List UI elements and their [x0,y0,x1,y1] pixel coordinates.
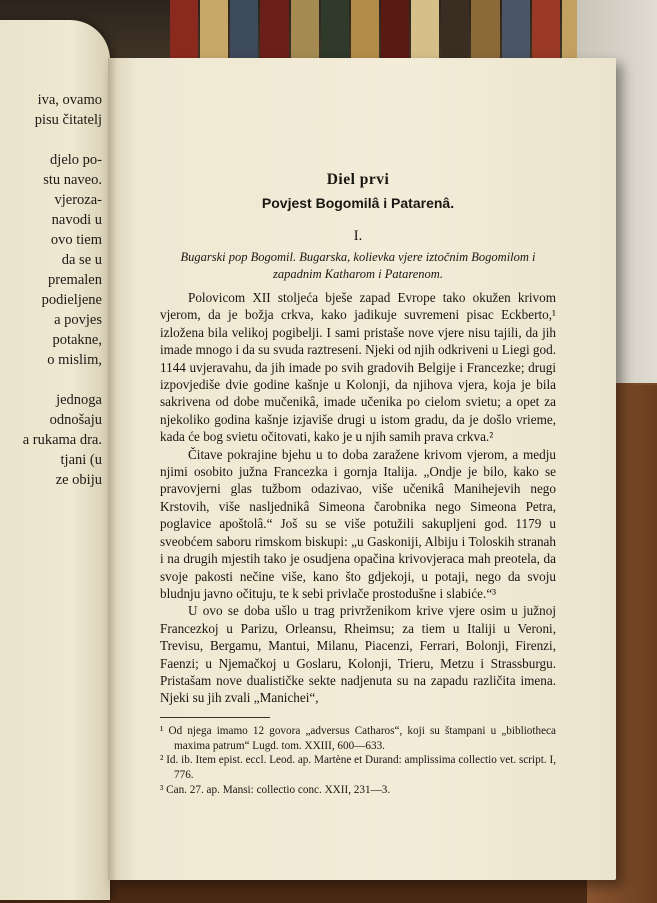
left-page-line: odnošaju [49,412,102,428]
left-page-line: a povjes [54,312,102,328]
left-page-line: vjeroza- [54,192,102,208]
left-page-line: pisu čitatelj [34,112,102,128]
paragraph-3: U ovo se doba ušlo u trag privrženikom krive vjere osim u južnoj Francezkoj u Parizu, Orleansu, Rheimsu; za tiem u Italiji u Veroni, Trevisu, Bergamu, Mantui, Milanu, Piacenzi, Ferrari, Bolonji, Firenzi, Faenzi; u Njemačkoj u Goslaru, Kolonji, Trieru, Metzu i Strassburgu. Pristašam nove dualističke sekte nadjenuta su na zapadu različita imena. Njeki su jih zvali „Manichei“, [160,603,556,706]
left-page-line: ze obiju [55,472,102,488]
left-page-line: ovo tiem [50,232,102,248]
left-page-line: podieljene [41,292,102,308]
chapter-description: Bugarski pop Bogomil. Bugarska, kolievka vjere iztočnim Bogomilom i zapadnim Katharom i Patarenom. [180,250,536,281]
left-page-line [0,370,106,390]
left-page-line: premalen [48,272,102,288]
left-page-line: o mislim, [47,352,102,368]
left-page-line: iva, ovamo [37,92,102,108]
footnote-2: ² Id. ib. Item epist. eccl. Leod. ap. Martène et Durand: amplissima collectio vet. script. I, 776. [160,754,556,782]
left-page-line [0,130,106,150]
footnote-divider [160,717,270,718]
left-page-line: jednoga [56,392,102,408]
page-gutter [108,58,118,880]
book-page [108,58,616,880]
left-page-line: navodi u [51,212,102,228]
paragraph-2: Čitave pokrajine bjehu u to doba zaražene krivom vjerom, a medju njimi osobito južna Francezka i gornja Italija. „Ondje je bilo, kako se pravovjerni glas tužbom odazivao, više učenikâ Manihejevih nego Krstovih, više nasljednikâ Simeona čarobnika nego Simeona Petra, poglavice apoštolâ.“ Još su se više potužili sakupljeni god. 1179 u sveobćem saboru rimskom biskupi: „u Gaskoniji, Albiju i Toloskih stranah i na drugih mjestih tako je osudjena opačina krivovjeraca mah preotela, da svoje pakosti nečine više, kano što gdjekoji, u potaji, nego da svoju bludnju javno očituju, te k sebi privlače prostodušne i slabiće.“³ [160,446,556,601]
left-page-line: a rukama dra. [22,432,102,448]
left-page-line: djelo po- [50,152,102,168]
left-page-line: da se u [61,252,102,268]
part-subtitle: Povjest Bogomilâ i Patarenâ. [261,195,455,211]
part-title: Diel prvi [326,171,390,188]
footnote-3: ³ Can. 27. ap. Mansi: collectio conc. XXII, 231—3. [160,783,391,796]
footnote-1: ¹ Od njega imamo 12 govora „adversus Catharos“, koji su štampani u „bibliotheca maxima patrum“ Lugd. tom. XXIII, 600—633. [160,724,556,752]
left-page [0,20,110,900]
left-page-line: tjani (u [60,452,102,468]
left-page-line: potakne, [52,332,102,348]
page-content [160,170,556,798]
chapter-number: I. [353,228,363,244]
left-page-line: stu naveo. [43,172,102,188]
paragraph-1: Polovicom XII stoljeća bješe zapad Evrope tako okužen krivom vjerom, da je božja crkva, kako jadikuje suvremeni pisac Eckberto,¹ izložena bila velikoj pogibelji. I sami pristaše nove vjere nisu tajili, da jih imade mnogo i da su svuda raztreseni. Njeki od njih odkriveni u Liegi god. 1144 uvjeravahu, da jih imade po svih gradovih Belgije i Francezke; drugi izpovjediše dvie godine kašnje u Kolonji, da njihova vjera, koja je bila sakrivena od dobe mučenikâ, imade učenika po cielom svietu; a opet za njekoliko godina kašnje izjaviše drugi u istom gradu, da je došlo vrieme, kada će bog svietu očitovati, kako je u njih samih prava crkva.² [160,290,556,445]
left-page-text [0,90,106,490]
